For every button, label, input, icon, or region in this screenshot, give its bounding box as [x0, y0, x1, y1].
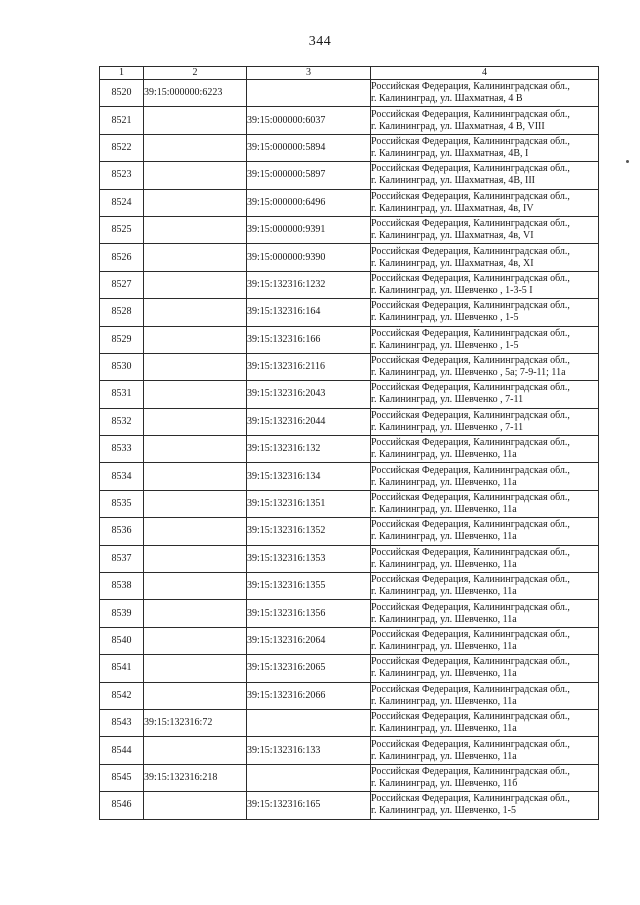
object-cadastral-cell: 39:15:132316:133	[247, 737, 371, 764]
address-cell	[371, 490, 599, 517]
scan-dot-mark	[626, 160, 629, 163]
row-number-cell: 8527	[100, 271, 144, 298]
object-cadastral-cell: 39:15:132316:2116	[247, 353, 371, 380]
row-number-cell: 8528	[100, 299, 144, 326]
address-line-2: г. Калининград, ул. Шевченко, 11а	[371, 586, 517, 598]
address-line-2: г. Калининград, ул. Шевченко, 11а	[371, 613, 517, 625]
object-cadastral-cell: 39:15:000000:5894	[247, 134, 371, 161]
object-cadastral-cell: 39:15:132316:134	[247, 463, 371, 490]
table-row	[100, 326, 599, 353]
table-row	[100, 792, 599, 819]
table-row	[100, 134, 599, 161]
object-cadastral-cell: 39:15:132316:2044	[247, 408, 371, 435]
address-cell	[371, 80, 599, 107]
cadastral-number-cell	[144, 107, 247, 134]
column-header-2: 2	[144, 67, 247, 80]
object-cadastral-cell: 39:15:132316:1353	[247, 545, 371, 572]
table-row	[100, 490, 599, 517]
cadastral-number-cell: 39:15:000000:6223	[144, 80, 247, 107]
table-header	[100, 67, 599, 80]
address-cell	[371, 764, 599, 791]
object-cadastral-cell: 39:15:132316:132	[247, 436, 371, 463]
address-cell	[371, 655, 599, 682]
address-line-1: Российская Федерация, Калининградская обл.,	[371, 300, 570, 312]
address-cell	[371, 134, 599, 161]
cadastral-number-cell	[144, 518, 247, 545]
address-line-2: г. Калининград, ул. Шевченко, 11а	[371, 449, 517, 461]
address-line-2: г. Калининград, ул. Шевченко , 7-11	[371, 421, 524, 433]
table-row	[100, 271, 599, 298]
address-cell	[371, 271, 599, 298]
row-number-cell: 8521	[100, 107, 144, 134]
row-number-cell: 8526	[100, 244, 144, 271]
address-line-2: г. Калининград, ул. Шевченко, 11а	[371, 641, 517, 652]
row-number-cell: 8541	[100, 655, 144, 682]
cadastral-number-cell	[144, 490, 247, 517]
address-line-1: Российская Федерация, Калининградская обл.,	[371, 218, 570, 230]
row-number-cell: 8542	[100, 682, 144, 709]
row-number-cell: 8523	[100, 162, 144, 189]
row-number-cell: 8529	[100, 326, 144, 353]
object-cadastral-cell: 39:15:000000:6037	[247, 107, 371, 134]
address-line-2: г. Калининград, ул. Шевченко, 11а	[371, 476, 517, 488]
address-line-1: Российская Федерация, Калининградская обл.,	[371, 163, 570, 175]
address-line-2: г. Калининград, ул. Шевченко, 11а	[371, 531, 517, 543]
address-line-1: Российская Федерация, Калининградская обл.,	[371, 492, 570, 504]
address-line-1: Российская Федерация, Калининградская обл.,	[371, 135, 570, 147]
object-cadastral-cell	[247, 764, 371, 791]
cadastral-number-cell	[144, 381, 247, 408]
object-cadastral-cell	[247, 709, 371, 736]
row-number-cell: 8532	[100, 408, 144, 435]
address-line-1: Российская Федерация, Калининградская обл.,	[371, 382, 570, 394]
address-line-2: г. Калининград, ул. Шевченко, 11а	[371, 695, 517, 707]
object-cadastral-cell: 39:15:132316:2043	[247, 381, 371, 408]
registry-table	[99, 66, 599, 820]
object-cadastral-cell: 39:15:132316:2066	[247, 682, 371, 709]
address-line-1: Российская Федерация, Калининградская обл.,	[371, 793, 570, 805]
address-line-1: Российская Федерация, Калининградская обл.,	[371, 272, 570, 284]
address-line-2: г. Калининград, ул. Шевченко, 11а	[371, 504, 517, 516]
address-cell	[371, 353, 599, 380]
object-cadastral-cell: 39:15:132316:2064	[247, 627, 371, 654]
address-line-1: Российская Федерация, Калининградская обл.,	[371, 409, 570, 421]
page-number: 344	[308, 34, 332, 49]
address-cell	[371, 216, 599, 243]
address-line-1: Российская Федерация, Калининградская обл.,	[371, 546, 570, 558]
table-row	[100, 162, 599, 189]
address-cell	[371, 792, 599, 819]
address-line-1: Российская Федерация, Калининградская обл.,	[371, 765, 570, 777]
cadastral-number-cell	[144, 299, 247, 326]
cadastral-number-cell	[144, 353, 247, 380]
address-line-1: Российская Федерация, Калининградская обл.,	[371, 574, 570, 586]
table-row	[100, 408, 599, 435]
table-row	[100, 189, 599, 216]
table-row	[100, 518, 599, 545]
address-cell	[371, 326, 599, 353]
address-line-1: Российская Федерация, Калининградская обл.,	[371, 245, 570, 257]
row-number-cell: 8535	[100, 490, 144, 517]
cadastral-number-cell	[144, 162, 247, 189]
cadastral-number-cell	[144, 682, 247, 709]
cadastral-number-cell	[144, 134, 247, 161]
address-line-2: г. Калининград, ул. Шевченко, 11а	[371, 723, 517, 735]
table-row	[100, 655, 599, 682]
address-line-2: г. Калининград, ул. Шевченко, 11б	[371, 777, 518, 789]
column-header-4: 4	[371, 67, 599, 80]
address-cell	[371, 737, 599, 764]
cadastral-number-cell	[144, 189, 247, 216]
address-line-1: Российская Федерация, Калининградская обл.,	[371, 519, 570, 531]
cadastral-number-cell: 39:15:132316:218	[144, 764, 247, 791]
table-row	[100, 244, 599, 271]
address-cell	[371, 107, 599, 134]
cadastral-number-cell	[144, 655, 247, 682]
column-header-1: 1	[100, 67, 144, 80]
address-line-2: г. Калининград, ул. Шахматная, 4 В	[371, 93, 523, 105]
object-cadastral-cell: 39:15:132316:164	[247, 299, 371, 326]
table-row	[100, 436, 599, 463]
address-line-2: г. Калининград, ул. Шевченко , 7-11	[371, 394, 524, 406]
address-line-1: Российская Федерация, Калининградская обл.,	[371, 437, 570, 449]
row-number-cell: 8546	[100, 792, 144, 819]
row-number-cell: 8531	[100, 381, 144, 408]
object-cadastral-cell: 39:15:132316:165	[247, 792, 371, 819]
row-number-cell: 8544	[100, 737, 144, 764]
address-line-2: г. Калининград, ул. Шевченко , 1-5	[371, 312, 519, 324]
header-row	[100, 67, 599, 80]
cadastral-number-cell	[144, 408, 247, 435]
address-cell	[371, 682, 599, 709]
table-row	[100, 573, 599, 600]
address-cell	[371, 189, 599, 216]
address-line-2: г. Калининград, ул. Шахматная, 4В, I	[371, 147, 529, 159]
address-line-2: г. Калининград, ул. Шевченко, 11а	[371, 750, 517, 762]
address-line-1: Российская Федерация, Калининградская обл.,	[371, 738, 570, 750]
cadastral-number-cell	[144, 545, 247, 572]
address-line-2: г. Калининград, ул. Шахматная, 4В, III	[371, 175, 535, 187]
table-row	[100, 627, 599, 654]
address-cell	[371, 600, 599, 627]
row-number-cell: 8540	[100, 627, 144, 654]
cadastral-number-cell	[144, 573, 247, 600]
table-row	[100, 709, 599, 736]
table-row	[100, 216, 599, 243]
row-number-cell: 8539	[100, 600, 144, 627]
address-cell	[371, 709, 599, 736]
object-cadastral-cell: 39:15:000000:5897	[247, 162, 371, 189]
row-number-cell: 8520	[100, 80, 144, 107]
row-number-cell: 8522	[100, 134, 144, 161]
object-cadastral-cell: 39:15:132316:1356	[247, 600, 371, 627]
address-cell	[371, 162, 599, 189]
cadastral-number-cell	[144, 244, 247, 271]
address-line-1: Российская Федерация, Калининградская обл.,	[371, 464, 570, 476]
cadastral-number-cell	[144, 627, 247, 654]
row-number-cell: 8536	[100, 518, 144, 545]
address-line-2: г. Калининград, ул. Шахматная, 4в, XI	[371, 257, 534, 269]
table-row	[100, 600, 599, 627]
address-cell	[371, 627, 599, 654]
row-number-cell: 8524	[100, 189, 144, 216]
cadastral-number-cell	[144, 463, 247, 490]
table-body	[100, 80, 599, 820]
cadastral-number-cell: 39:15:132316:72	[144, 709, 247, 736]
address-cell	[371, 381, 599, 408]
address-line-2: г. Калининград, ул. Шахматная, 4в, IV	[371, 202, 534, 214]
row-number-cell: 8538	[100, 573, 144, 600]
cadastral-number-cell	[144, 326, 247, 353]
object-cadastral-cell: 39:15:000000:6496	[247, 189, 371, 216]
address-line-2: г. Калининград, ул. Шахматная, 4в, VI	[371, 230, 534, 242]
address-line-2: г. Калининград, ул. Шевченко , 1-5	[371, 339, 519, 351]
cadastral-number-cell	[144, 271, 247, 298]
cadastral-number-cell	[144, 436, 247, 463]
cadastral-number-cell	[144, 792, 247, 819]
address-cell	[371, 408, 599, 435]
address-cell	[371, 299, 599, 326]
object-cadastral-cell: 39:15:000000:9390	[247, 244, 371, 271]
table-row	[100, 764, 599, 791]
row-number-cell: 8543	[100, 709, 144, 736]
address-line-2: г. Калининград, ул. Шевченко , 1-3-5 I	[371, 284, 533, 296]
address-line-1: Российская Федерация, Калининградская обл.,	[371, 711, 570, 723]
cadastral-number-cell	[144, 216, 247, 243]
object-cadastral-cell: 39:15:132316:1232	[247, 271, 371, 298]
object-cadastral-cell: 39:15:000000:9391	[247, 216, 371, 243]
address-line-1: Российская Федерация, Калининградская обл.,	[371, 190, 570, 202]
address-line-1: Российская Федерация, Калининградская обл.,	[371, 81, 570, 93]
address-line-1: Российская Федерация, Калининградская обл.,	[371, 327, 570, 339]
address-cell	[371, 573, 599, 600]
object-cadastral-cell: 39:15:132316:1352	[247, 518, 371, 545]
address-cell	[371, 518, 599, 545]
row-number-cell: 8530	[100, 353, 144, 380]
row-number-cell: 8533	[100, 436, 144, 463]
address-line-2: г. Калининград, ул. Шевченко, 1-5	[371, 805, 516, 817]
address-cell	[371, 436, 599, 463]
cadastral-number-cell	[144, 737, 247, 764]
row-number-cell: 8545	[100, 764, 144, 791]
table-row	[100, 381, 599, 408]
table-row	[100, 463, 599, 490]
table-row	[100, 80, 599, 107]
object-cadastral-cell: 39:15:132316:2065	[247, 655, 371, 682]
address-line-2: г. Калининград, ул. Шевченко , 5а; 7-9-11; 11а	[371, 367, 566, 379]
address-line-2: г. Калининград, ул. Шевченко, 11а	[371, 668, 517, 680]
address-cell	[371, 244, 599, 271]
address-line-1: Российская Федерация, Калининградская обл.,	[371, 108, 570, 120]
object-cadastral-cell: 39:15:132316:1355	[247, 573, 371, 600]
address-line-2: г. Калининград, ул. Шевченко, 11а	[371, 558, 517, 570]
table-row	[100, 299, 599, 326]
table-row	[100, 682, 599, 709]
address-cell	[371, 545, 599, 572]
address-cell	[371, 463, 599, 490]
object-cadastral-cell: 39:15:132316:1351	[247, 490, 371, 517]
address-line-2: г. Калининград, ул. Шахматная, 4 В, VIII	[371, 120, 545, 132]
address-line-1: Российская Федерация, Калининградская обл.,	[371, 683, 570, 695]
object-cadastral-cell	[247, 80, 371, 107]
address-line-1: Российская Федерация, Калининградская обл.,	[371, 601, 570, 613]
table-row	[100, 737, 599, 764]
table-row	[100, 107, 599, 134]
object-cadastral-cell: 39:15:132316:166	[247, 326, 371, 353]
table-row	[100, 545, 599, 572]
cadastral-number-cell	[144, 600, 247, 627]
address-line-1: Российская Федерация, Калининградская обл.,	[371, 629, 570, 640]
row-number-cell: 8537	[100, 545, 144, 572]
address-line-1: Российская Федерация, Калининградская обл.,	[371, 656, 570, 668]
table-row	[100, 353, 599, 380]
column-header-3: 3	[247, 67, 371, 80]
row-number-cell: 8534	[100, 463, 144, 490]
address-line-1: Российская Федерация, Калининградская обл.,	[371, 355, 570, 367]
row-number-cell: 8525	[100, 216, 144, 243]
